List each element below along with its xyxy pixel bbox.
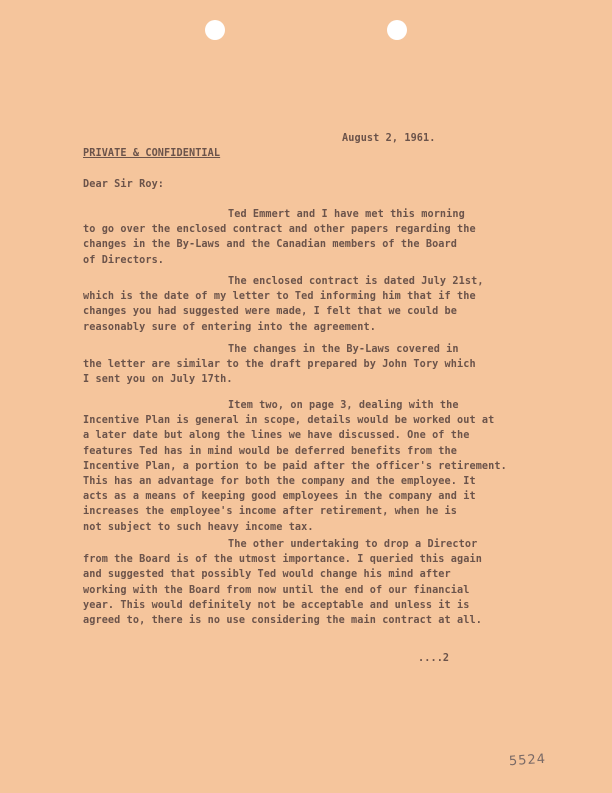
letter-date: August 2, 1961. [342,133,436,144]
paragraph-3 [83,342,476,388]
paragraph-line: features Ted has in mind would be deferred benefits from the [83,445,458,457]
paragraph-2 [83,274,484,335]
paragraph-4 [83,398,507,535]
paragraph-line: Item two, on page 3, dealing with the [228,400,459,411]
paragraph-line: I sent you on July 17th. [83,374,233,386]
handwritten-document-number: 5524 [508,751,547,770]
paragraph-line: Incentive Plan is general in scope, details would be worked out at [83,415,495,427]
paragraph-1 [83,207,476,268]
paragraph-line: Ted Emmert and I have met this morning [228,209,465,220]
paragraph-line: The changes in the By-Laws covered in [228,344,459,355]
continuation-marker: ....2 [418,653,450,664]
paragraph-line: agreed to, there is no use considering the main contract at all. [83,615,482,627]
punch-hole-left [205,20,225,40]
paragraph-line: the letter are similar to the draft prepared by John Tory which [83,359,476,371]
paragraph-line: reasonably sure of entering into the agreement. [83,321,376,333]
paragraph-line: acts as a means of keeping good employees in the company and it [83,491,476,503]
paragraph-line: not subject to such heavy income tax. [83,521,314,533]
paragraph-line: a later date but along the lines we have discussed. One of the [83,430,470,442]
punch-hole-right [387,20,407,40]
paragraph-line: to go over the enclosed contract and other papers regarding the [83,224,476,236]
paragraph-line: which is the date of my letter to Ted informing him that if the [83,291,476,303]
paragraph-line: of Directors. [83,254,165,266]
paragraph-line: The other undertaking to drop a Director [228,539,478,550]
paragraph-line: Incentive Plan, a portion to be paid after the officer's retirement. [83,460,507,472]
paragraph-line: The enclosed contract is dated July 21st, [228,276,484,287]
paragraph-line: increases the employee's income after retirement, when he is [83,506,458,518]
salutation: Dear Sir Roy: [83,179,165,190]
paragraph-line: This has an advantage for both the company and the employee. It [83,476,476,488]
confidential-heading: PRIVATE & CONFIDENTIAL [83,148,221,159]
paragraph-line: from the Board is of the utmost importance. I queried this again [83,554,482,566]
paragraph-line: working with the Board from now until the end of our financial [83,584,470,596]
paragraph-line: changes in the By-Laws and the Canadian members of the Board [83,239,458,251]
paragraph-line: and suggested that possibly Ted would change his mind after [83,569,451,581]
paragraph-line: year. This would definitely not be acceptable and unless it is [83,599,470,611]
paragraph-5 [83,537,482,628]
paragraph-line: changes you had suggested were made, I felt that we could be [83,306,458,318]
